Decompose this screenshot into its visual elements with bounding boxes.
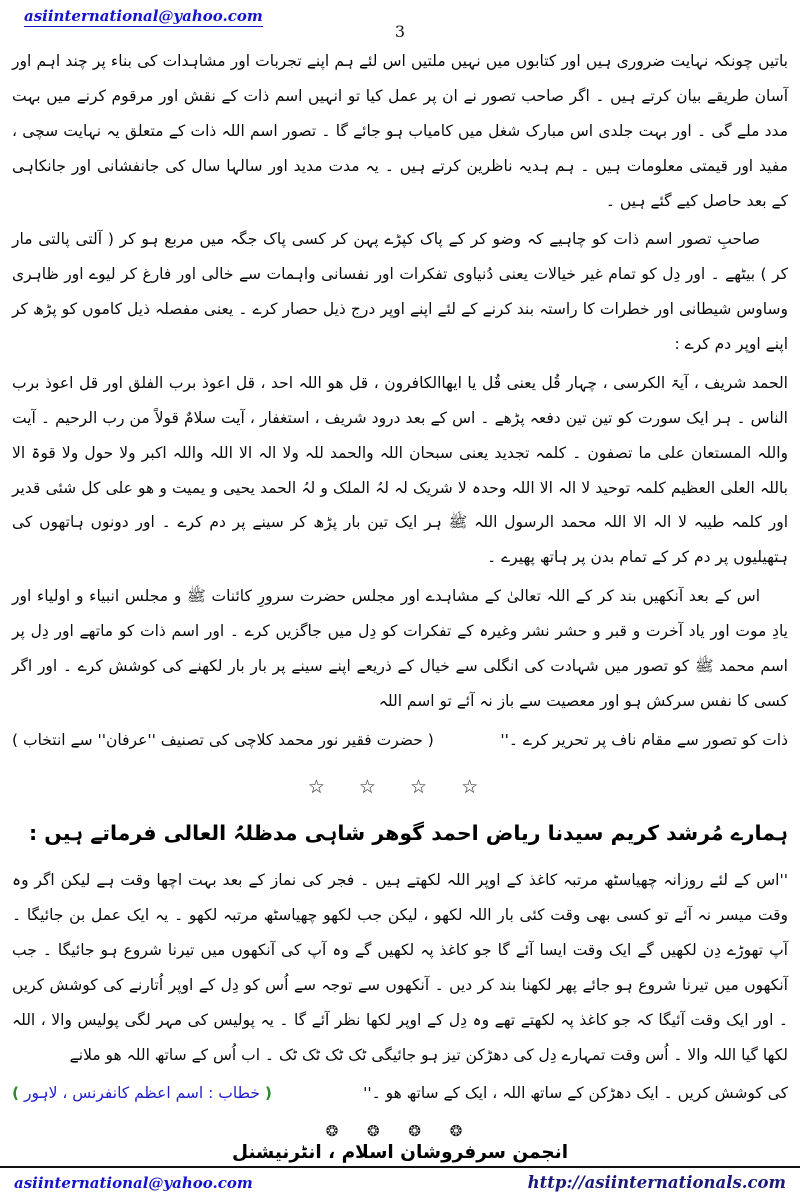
attribution-line-khitab [12, 1076, 788, 1111]
footer-links-row [0, 1173, 800, 1196]
page-number: 3 [394, 22, 406, 41]
paragraph-quote: ''اس کے لئے روزانہ چھیاسٹھ مرتبہ کاغذ کے اوپر اللہ لکھتے ہیں ۔ فجر کی نماز کے بعد بہت اچھا وقت ہے لیکن اگر وہ وقت میسر نہ آئے تو کسی بھی وقت کئی بار اللہ لکھو ، لیکن جب لکھو چھیاسٹھ مرتبہ لکھو ۔ یہ ایک عمل بن جائیگا ۔ آپ تھوڑے دِن لکھیں گے ایک وقت ایسا آئے گا جو کاغذ پہ لکھیں گے وہ آپ کی آنکھوں میں تیرنا شروع ہو جائیگا ۔ جب آنکھوں میں تیرنا شروع ہو جائے پھر لکھنا بند کر دیں ۔ آنکھوں سے توجہ سے اُس کو دِل کے اوپر اُتارنے کی کوشش کریں ۔ اور ایک وقت آئیگا کہ جو کاغذ پہ لکھتے تھے وہ دِل کے اوپر لکھا نظر آئے گا ۔ یہ پولیس کی مہر لگی پولیس والا ، اللہ لکھا گیا اللہ والا ۔ اُس وقت تمہارے دِل کی دھڑکن تیز ہو جائیگی ٹک ٹک ٹک ٹک ۔ اب اُس کے ساتھ اللہ ھو ملانے [12, 871, 788, 1064]
footer-divider [0, 1166, 800, 1168]
attribution-line-irfan [12, 723, 788, 758]
paragraph-prayers: الحمد شریف ، آیۃ الکرسی ، چہار قُل یعنی قُل یا ایھاالکافرون ، قل ھو اللہ احد ، قل اعوذ برب الفلق اور قل اعوذ برب الناس ۔ ہر ایک سورت کو تین تین دفعہ پڑھے ۔ اس کے بعد درود شریف ، استغفار ، آیت سلامٌ قولاً من رب الرحیم ۔ آیت واللہ المستعان علی ما تصفون ۔ کلمہ تجدید یعنی سبحان اللہ والحمد للہ ولا الہ الا اللہ واللہ اکبر ولا حول ولا قوۃ الا باللہ العلی العظیم کلمہ توحید لا الہ الا اللہ وحدہ لا شریک لہ لہُ الملک و لہُ الحمد یحیی و یمیت و ھو علی کل شئی قدیر اور کلمہ طیبہ لا الہ الا اللہ محمد الرسول اللہ ﷺ ہر ایک تین بار پڑھ کر سینے پر دم کرے ۔ اور دونوں ہاتھوں کی ہتھیلیوں پر دم کر کے تمام بدن پر ہاتھ پھیرے ۔ [12, 373, 788, 567]
ornament-stars-icon: ❂ ❂ ❂ ❂ [325, 1122, 475, 1140]
murshid-heading: ہمارے مُرشد کریم سیدنا ریاض احمد گوھر شاہی مدظلہُ العالی فرماتے ہیں : [28, 821, 788, 846]
attribution-open-paren: ( [264, 1084, 272, 1103]
paragraph-meditation-end: ذات کو تصور سے مقام ناف پر تحریر کرے ۔'' [500, 730, 788, 749]
attribution-khitab [12, 1076, 272, 1111]
page-footer [0, 1118, 800, 1196]
footer-email-link[interactable]: asiinternational@yahoo.com [14, 1174, 253, 1192]
organization-name: انجمن سرفروشان اسلام ، انٹرنیشنل [231, 1142, 569, 1163]
paragraph-instructions: صاحبِ تصور اسم ذات کو چاہیے کہ وضو کر کے پاک کپڑے پہن کر کسی پاک جگہ میں مربع ہو کر ( آلتی پالتی مار کر ) بیٹھے ۔ اور دِل کو تمام غیر خیالات یعنی دُنیاوی تفکرات اور نفسانی واہمات سے خالی اور فارغ کر لیوے اور ظاہری وساوس شیطانی اور خطرات کا راستہ بند کرنے کے لئے اپنے اوپر درج ذیل حصار کرے ۔ یعنی مفصلہ ذیل کاموں کو پڑھ کر اپنے اوپر دم کرے : [12, 230, 788, 353]
header-email-link[interactable]: asiinternational@yahoo.com [24, 7, 263, 25]
paragraph-meditation: اس کے بعد آنکھیں بند کر کے اللہ تعالیٰ کے مشاہدے اور مجلس حضرت سرورِ کائنات ﷺ و مجلس انبیاء و اولیاء اور یادِ موت اور یاد آخرت و قبر و حشر نشر وغیرہ کے تفکرات کو دِل میں جاگزیں کرے ۔ اور اسم ذات کو ماتھے اور دِل پر اسم محمد ﷺ کو تصور میں شہادت کی انگلی سے خیال کے ذریعے اپنے سینے پر بار بار لکھنے کی کوشش کرے ۔ اور اگر کسی کا نفس سرکش ہو اور معصیت سے باز نہ آئے تو اسم اللہ [12, 587, 788, 710]
attribution-irfan: ( حضرت فقیر نور محمد کلاچی کی تصنیف ''عرفان'' سے انتخاب ) [12, 730, 434, 749]
paragraph-intro: باتیں چونکہ نہایت ضروری ہیں اور کتابوں میں نہیں ملتیں اس لئے ہم اپنے تجربات اور مشاہدات کی بناء پر چند اہم اور آسان طریقے بیان کرتے ہیں ۔ اگر صاحب تصور نے ان پر عمل کیا تو انہیں اسم ذات کے نقش اور مرقوم کرنے میں بہت مدد ملے گی ۔ اور بہت جلدی اس مبارک شغل میں کامیاب ہو جائے گا ۔ تصور اسم اللہ ذات کے متعلق یہ نہایت سچی ، مفید اور قیمتی معلومات ہیں ۔ ہم ہدیہ ناظرین کرتے ہیں ۔ یہ مدت مدید اور سالہا سال کی جانفشانی اور جانکاہی کے بعد حاصل کیے گئے ہیں ۔ [12, 52, 788, 210]
document-body [12, 44, 788, 1115]
footer-website-link[interactable]: http://asiinternationals.com [527, 1173, 786, 1192]
attribution-khitab-text: خطاب : اسم اعظم کانفرنس ، لاہور [19, 1084, 265, 1103]
star-divider-icon: ☆ ☆ ☆ ☆ [307, 775, 493, 798]
paragraph-quote-end: کی کوشش کریں ۔ ایک دھڑکن کے ساتھ اللہ ، ایک کے ساتھ ھو ۔'' [363, 1084, 788, 1103]
attribution-close-paren: ) [12, 1084, 20, 1103]
